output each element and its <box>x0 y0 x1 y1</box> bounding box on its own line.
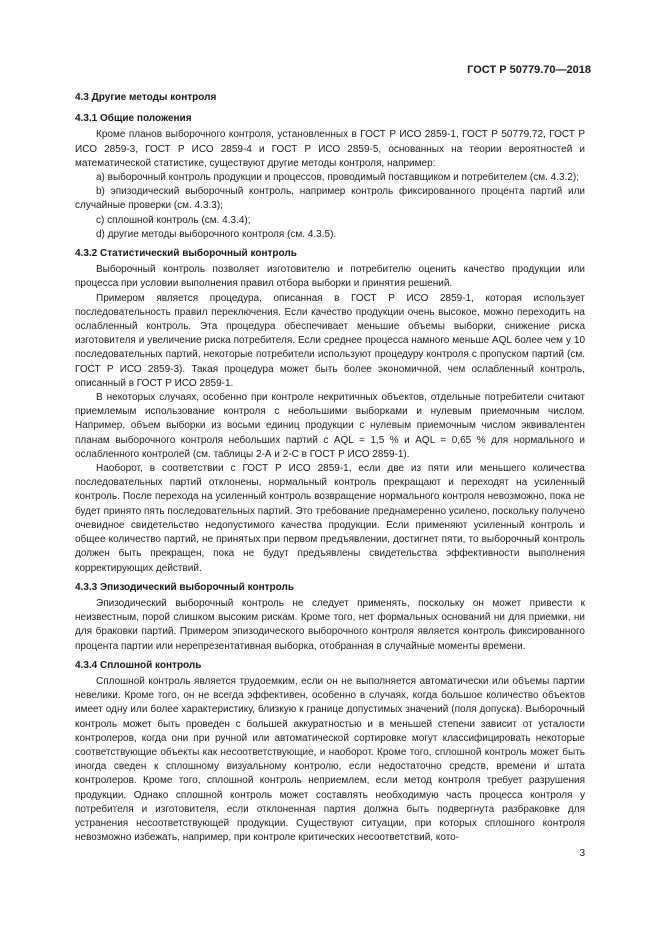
subsection-title-4-3-4: 4.3.4 Сплошной контроль <box>75 659 202 671</box>
paragraph: Примером является процедура, описанная в ГОСТ Р ИСО 2859-1, которая использует последовательность правил переключения. Если качество продукции очень высокое, можно переходить на ослабленный контроль. Эта процедура обеспечивает меньшие объемы выборки, снижение риска изготовителя и увеличение риска потребителя. Если среднее процесса намного меньше AQL более чем у 10 последовательных партий, некоторые потребители используют процедуру контроля с пропуском партий (см. ГОСТ Р ИСО 2859-3). Такая процедура может быть более экономичной, чем ослабленный контроль, описанный в ГОСТ Р ИСО 2859-1. <box>75 292 585 389</box>
paragraph: Эпизодический выборочный контроль не следует применять, поскольку он может привести к неизвестным, порой слишком высоким рискам. Кроме того, нет формальных оснований ни для приемки, ни для браковки партий. Примером эпизодического выборочного контроля является контроль фиксированного процента партии или нерепрезентативная выборка, отобранная в случайные моменты времени. <box>75 597 585 652</box>
list-item: a) выборочный контроль продукции и процессов, проводимый поставщиком и потребителем (см. 4.3.2); <box>96 172 579 184</box>
subsection-title-4-3-3: 4.3.3 Эпизодический выборочный контроль <box>75 581 295 593</box>
paragraph: Выборочный контроль позволяет изготовителю и потребителю оценить качество продукции или процесса при условии выполнения правил отбора выборки и принятия решений. <box>75 264 585 290</box>
section-title: 4.3 Другие методы контроля <box>75 92 217 103</box>
list-item: c) сплошной контроль (см. 4.3.4); <box>96 214 251 226</box>
subsection-title-4-3-2: 4.3.2 Статистический выборочный контроль <box>75 248 297 260</box>
page-number: 3 <box>579 848 585 859</box>
list-item: b) эпизодический выборочный контроль, например контроль фиксированного процента партий или случайные проверки (см. 4.3.3); <box>75 186 585 212</box>
document-body <box>75 91 585 845</box>
paragraph: Кроме планов выборочного контроля, установленных в ГОСТ Р ИСО 2859-1, ГОСТ Р 50779.72, ГОСТ Р ИСО 2859-3, ГОСТ Р ИСО 2859-4 и ГОСТ Р ИСО 2859-5, основанных на теории вероятностей и математической статистике, существуют другие методы контроля, например: <box>75 129 585 169</box>
page-header: ГОСТ Р 50779.70—2018 <box>467 64 591 76</box>
list-item: d) другие методы выборочного контроля (см. 4.3.5). <box>96 228 337 240</box>
paragraph: В некоторых случаях, особенно при контроле некритичных объектов, отдельные потребители считают приемлемым использование контроля с небольшими выборками и нулевым приемочным числом. Например, объем выборки из восьми единиц продукции с нулевым приемочным числом эквивалентен планам выборочного контроля небольших партий с AQL = 1,5 % и AQL = 0,65 % для нормального и ослабленного контролей (см. таблицы 2-А и 2-С в ГОСТ Р ИСО 2859-1). <box>75 392 585 460</box>
paragraph: Сплошной контроль является трудоемким, если он не выполняется автоматически или объемы партии невелики. Кроме того, он не всегда эффективен, особенно в случаях, когда большое количество объектов имеет одну или более характеристику, близкую к границе допустимых значений (поля допуска). Выборочный контроль может быть проведен с большей аккуратностью и в меньшей степени зависит от усталости контролеров, когда они при ручной или автоматической сортировке могут классифицировать некоторые соответствующие объекты как несоответствующие, и наоборот. Кроме того, сплошной контроль может быть иногда сведен к сплошному визуальному контролю, если недостаточно средств, времени и штата контролеров. Кроме того, сплошной контроль неприемлем, если метод контроля требует разрушения продукции. Однако сплошной контроль может составлять необходимую часть процесса контроля у потребителя и изготовителя, если отклоненная партия должна быть подвергнута разбраковке для устранения несоответствующей продукции. Существуют ситуации, при которых сплошного контроля невозможно избежать, например, при контроле критических несоответствий, кото- <box>75 675 585 844</box>
subsection-title-4-3-1: 4.3.1 Общие положения <box>75 113 192 125</box>
paragraph: Наоборот, в соответствии с ГОСТ Р ИСО 2859-1, если две из пяти или меньшего количества последовательных партий отклонены, нормальный контроль прекращают и переходят на усиленный контроль. После перехода на усиленный контроль возвращение нормального контроля невозможно, пока не будет принято пять последовательных партий. Это требование преднамеренно усилено, поскольку получено очевидное свидетельство недопустимого качества продукции. Если применяют усиленный контроль и общее количество партий, не принятых при первом предъявлении, достигнет пяти, то выборочный контроль должен быть прекращен, пока не будут предъявлены свидетельства эффективности выполнения корректирующих действий. <box>75 463 585 574</box>
